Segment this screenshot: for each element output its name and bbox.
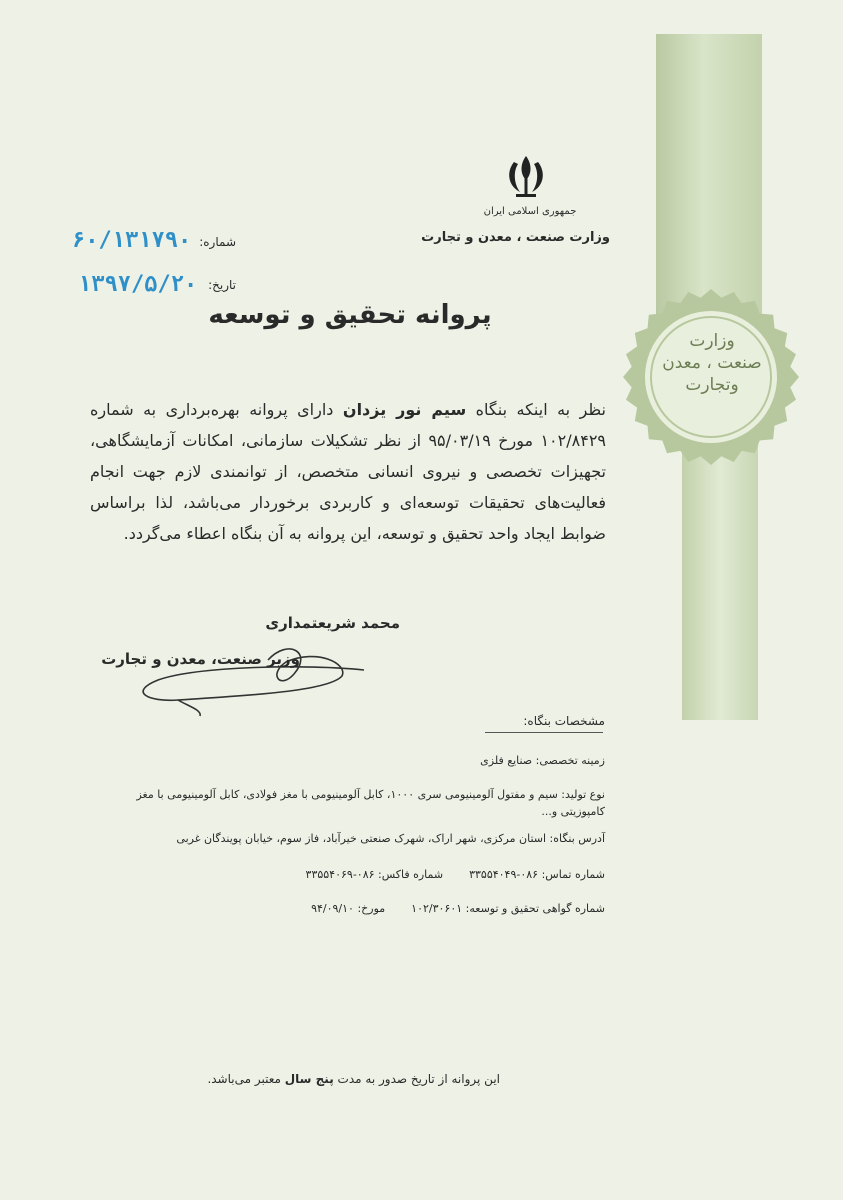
ribbon-bottom (682, 440, 758, 720)
date-value: ۱۳۹۷/۵/۲۰ (78, 272, 198, 297)
date-label: تاریخ: (208, 278, 236, 292)
validity-part-2: معتبر می‌باشد. (207, 1072, 281, 1086)
contact-line (230, 866, 605, 883)
ribbon-top (656, 34, 762, 324)
ministry-name: وزارت صنعت ، معدن و تجارت (421, 230, 610, 245)
seal-line-1: وزارت (689, 331, 735, 351)
number-label: شماره: (199, 235, 236, 249)
license-body (90, 394, 606, 549)
specs-underline (485, 732, 603, 733)
republic-label: جمهوری اسلامی ایران (483, 206, 577, 217)
fax-number: شماره فاکس: ۰۸۶-۳۳۵۵۴۰۶۹ (305, 868, 444, 881)
certificate-number: شماره گواهی تحقیق و توسعه: ۱۰۲/۳۰۶۰۱ (411, 902, 605, 915)
number-value: ۶۰/۱۳۱۷۹۰ (72, 228, 192, 253)
body-part-1: نظر به اینکه بنگاه (475, 400, 607, 419)
phone-number: شماره تماس: ۰۸۶-۳۳۵۵۴۰۴۹ (469, 868, 605, 881)
validity-duration: پنج سال (284, 1072, 334, 1086)
body-part-2: دارای پروانه بهره‌برداری به شماره ۱۰۲/۸۴۲۹ مورخ ۹۵/۰۳/۱۹ از نظر تشکیلات سازمانی، امکانات آزمایشگاهی، تجهیزات تخصصی و نیروی انسانی متخصص، از توانمندی لازم جهت انجام فعالیت‌های تحقیقات توسعه‌ای و کاربردی برخوردار می‌باشد، لذا براساس ضوابط ایجاد واحد تحقیق و توسعه، این پروانه به آن بنگاه اعطاء می‌گردد. (90, 400, 606, 543)
seal-text (652, 330, 772, 396)
validity-note (170, 1072, 500, 1086)
document-title: پروانه تحقیق و توسعه (208, 300, 492, 330)
specialty-field: زمینه تخصصی: صنایع فلزی (480, 754, 605, 767)
seal-line-3: وتجارت (685, 375, 739, 395)
signer-name: محمد شریعتمداری (265, 614, 400, 632)
company-specs-heading: مشخصات بنگاه: (523, 714, 605, 728)
seal-line-2: صنعت ، معدن (662, 353, 762, 373)
iran-emblem-icon (500, 150, 552, 202)
certificate-line (230, 900, 605, 917)
certificate-date: مورخ: ۹۴/۰۹/۱۰ (311, 902, 386, 915)
product-types: نوع تولید: سیم و مفتول آلومینیومی سری ۱۰۰۰، کابل آلومینیومی با مغز فولادی، کابل آلومینیومی با مغز کامپوزیتی و... (136, 788, 605, 818)
handwritten-signature (118, 630, 368, 720)
company-name: سیم نور یزدان (342, 400, 467, 419)
company-address: آدرس بنگاه: استان مرکزی، شهر اراک، شهرک صنعتی خیرآباد، فاز سوم، خیابان پویندگان غربی (176, 832, 605, 845)
signer-title: وزیر صنعت، معدن و تجارت (101, 650, 300, 668)
validity-part-1: این پروانه از تاریخ صدور به مدت (337, 1072, 500, 1086)
